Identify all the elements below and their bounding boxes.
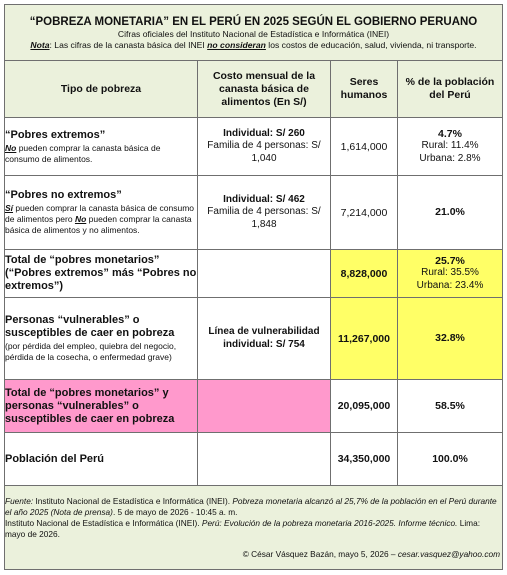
percent-total: 21.0% [435,206,465,219]
empty-cost-cell [198,250,331,298]
people-count: 8,828,000 [331,250,398,298]
category-title: “Pobres no extremos” [5,189,122,201]
people-count: 1,614,000 [331,118,398,176]
percent-urban: Urbana: 2.8% [419,152,481,164]
empty-cost-cell [198,433,331,486]
category-title: Total de “pobres monetarios” y personas “vulnerables” o susceptibles de caer en pobreza [5,386,175,425]
author-credit: © César Vásquez Bazán, mayo 5, 2026 – cesar.vasquez@yahoo.com [242,548,501,559]
vulnerability-line: Línea de vulnerabilidad individual: S/ 754 [208,326,320,350]
percent-total: 100.0% [432,452,468,465]
poverty-report-sheet [4,4,502,570]
cost-individual: Individual: S/ 260 [223,127,305,139]
people-count: 34,350,000 [331,433,398,486]
empty-cost-cell [198,380,331,433]
people-count: 20,095,000 [331,380,398,433]
category-description: Sí pueden comprar la canasta básica de consumo de alimentos pero No pueden comprar la canasta básica de alimentos y no alimentos. [5,203,195,235]
source-citation-2: Instituto Nacional de Estadística e Informática (INEI). Perú: Evolución de la pobreza monetaria 2016-2025. Informe técnico. Lima: mayo de 2026. [5,517,481,539]
header-row [5,61,503,118]
footer-block [5,486,503,570]
category-title: Población del Perú [5,452,105,465]
cost-family: Familia de 4 personas: S/ 1,040 [207,140,321,164]
report-note: Nota: Las cifras de la canasta básica del INEI no consideran los costos de educación, salud, vivienda, ni transporte. [30,39,477,50]
cost-family: Familia de 4 personas: S/ 1,848 [207,206,321,230]
category-description: No pueden comprar la canasta básica de consumo de alimentos. [5,142,161,164]
report-title: “POBREZA MONETARIA” EN EL PERÚ EN 2025 SEGÚN EL GOBIERNO PERUANO [29,15,478,28]
row-poblacion [5,433,503,486]
poverty-table [4,4,503,570]
source-citation-1: Fuente: Instituto Nacional de Estadística e Informática (INEI). Pobreza monetaria alcanzó al 25,7% de la población en el Perú durante el año 2025 (Nota de prensa). 5 de mayo de 2026 - 10:45 a. m. [5,495,497,517]
people-count: 11,267,000 [331,298,398,380]
percent-total: 32.8% [435,332,465,345]
row-total-pobres-monetarios [5,250,503,298]
header-costo: Costo mensual de la canasta básica de alimentos (En S/) [198,61,331,118]
category-description: (por pérdida del empleo, quiebra del negocio, pérdida de la cosecha, o enfermedad grave) [5,341,177,362]
category-title: Total de “pobres monetarios” (“Pobres extremos” más “Pobres no extremos”) [5,254,197,292]
cost-individual: Individual: S/ 462 [223,193,305,205]
percent-rural: Rural: 35.5% [421,267,479,279]
report-subtitle: Cifras oficiales del Instituto Nacional de Estadística e Informática (INEI) [117,28,390,39]
percent-total: 58.5% [435,399,465,412]
percent-rural: Rural: 11.4% [421,140,479,152]
percent-total: 4.7% [438,127,462,140]
category-title: Personas “vulnerables” o susceptibles de caer en pobreza [5,314,175,339]
header-seres: Seres humanos [331,61,398,118]
people-count: 7,214,000 [331,176,398,250]
header-porcentaje: % de la población del Perú [398,61,503,118]
author-email: cesar.vasquez@yahoo.com [397,548,501,559]
header-tipo: Tipo de pobreza [5,61,198,118]
row-vulnerables [5,298,503,380]
title-block [5,5,503,61]
row-pobres-no-extremos [5,176,503,250]
category-title: “Pobres extremos” [5,128,106,141]
percent-urban: Urbana: 23.4% [416,279,484,291]
row-pobres-extremos [5,118,503,176]
percent-total: 25.7% [435,254,465,267]
row-total-vulnerables [5,380,503,433]
